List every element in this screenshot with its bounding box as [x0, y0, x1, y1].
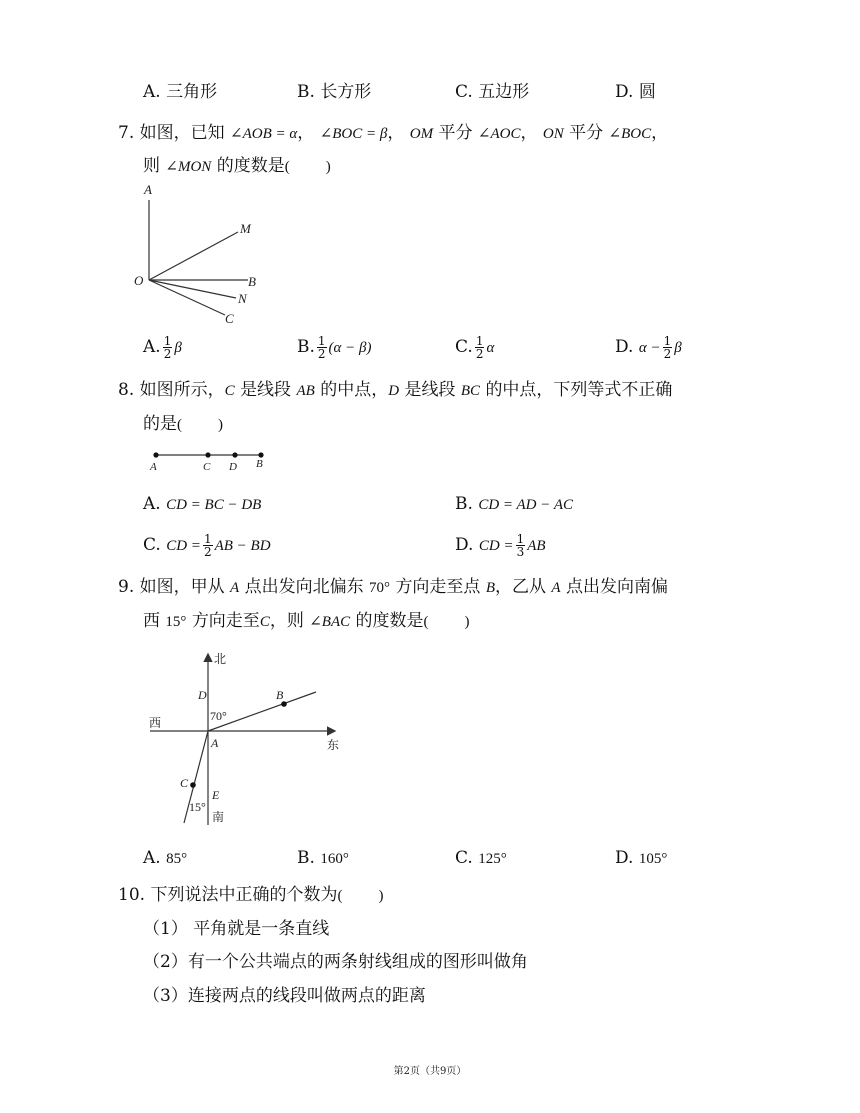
label-d: D	[198, 688, 207, 702]
q8-option-c: C. CD = $\frac{1}{2}$ AB − BD	[143, 532, 271, 559]
point-d	[232, 452, 237, 457]
label-b: B	[256, 458, 263, 470]
label-a: A	[144, 182, 152, 197]
label-a: A	[150, 461, 157, 473]
q9-option-d: D. 105°	[615, 848, 668, 868]
point-b	[281, 701, 287, 707]
q8-figure	[140, 445, 280, 477]
label-east: 东	[327, 738, 340, 752]
q8-stem-line1: 8. 如图所示，C 是线段 AB 的中点，D 是线段 BC 的中点，下列等式不正确	[118, 380, 673, 400]
q10-statement-1: （1） 平角就是一条直线	[143, 919, 330, 939]
q9-figure	[140, 645, 350, 830]
q8-option-d: D. CD = $\frac{1}{3}$ AB	[455, 532, 546, 559]
label-c: C	[180, 776, 189, 790]
label-a: A	[211, 736, 219, 750]
q9-stem-line1: 9. 如图，甲从 A 点出发向北偏东 70° 方向走至点 B，乙从 A 点出发向南偏	[118, 577, 668, 597]
label-c: C	[225, 311, 234, 326]
point-a	[153, 452, 158, 457]
q6-option-a: A. 三角形	[143, 82, 218, 102]
label-angle-70: 70°	[210, 709, 227, 723]
q7-figure	[125, 180, 275, 330]
q10-statement-3: （3）连接两点的线段叫做两点的距离	[143, 986, 426, 1006]
q9-option-b: B. 160°	[297, 848, 349, 868]
q8-option-a: A. CD = BC − DB	[143, 494, 262, 514]
q9-stem-line2: 西 15° 方向走至C，则 ∠BAC 的度数是( )	[143, 611, 470, 631]
label-m: M	[240, 221, 251, 236]
label-d: D	[229, 461, 237, 473]
q7-stem-line2: 则 ∠MON 的度数是( )	[143, 156, 331, 176]
ray-oc	[149, 280, 225, 315]
q8-option-b: B. CD = AD − AC	[455, 494, 574, 514]
label-e: E	[212, 788, 220, 802]
label-c: C	[203, 461, 211, 473]
q9-option-a: A. 85°	[143, 848, 188, 868]
q7-option-a: A. $\frac{1}{2}$ β	[143, 334, 182, 361]
q7-option-b: B. $\frac{1}{2}$ (α − β)	[297, 334, 372, 361]
ray-om	[149, 232, 238, 280]
q7-option-c: C. $\frac{1}{2}$ α	[455, 334, 495, 361]
label-south: 南	[212, 810, 225, 824]
q7-stem-line1: 7. 如图，已知 ∠AOB = α， ∠BOC = β， OM 平分 ∠AOC， ON 平分 ∠BOC，	[118, 123, 669, 143]
label-n: N	[238, 291, 247, 306]
q6-option-b: B. 长方形	[297, 82, 372, 102]
ray-on	[149, 280, 236, 298]
q9-option-c: C. 125°	[455, 848, 507, 868]
q10-stem: 10. 下列说法中正确的个数为( )	[118, 885, 384, 905]
label-west: 西	[149, 716, 162, 730]
page-footer: 第2页（共9页）	[393, 1066, 467, 1077]
q7-option-d: D. α − $\frac{1}{2}$ β	[615, 334, 682, 361]
point-b	[258, 452, 263, 457]
label-angle-15: 15°	[189, 800, 206, 814]
point-c	[205, 452, 210, 457]
q6-option-d: D. 圆	[615, 82, 656, 102]
point-c	[190, 782, 196, 788]
q8-stem-line2: 的是( )	[143, 414, 223, 434]
label-o: O	[134, 273, 144, 288]
label-b: B	[276, 688, 284, 702]
label-north: 北	[214, 652, 227, 666]
q6-option-c: C. 五边形	[455, 82, 530, 102]
label-b: B	[248, 274, 256, 289]
q10-statement-2: （2）有一个公共端点的两条射线组成的图形叫做角	[143, 952, 528, 972]
